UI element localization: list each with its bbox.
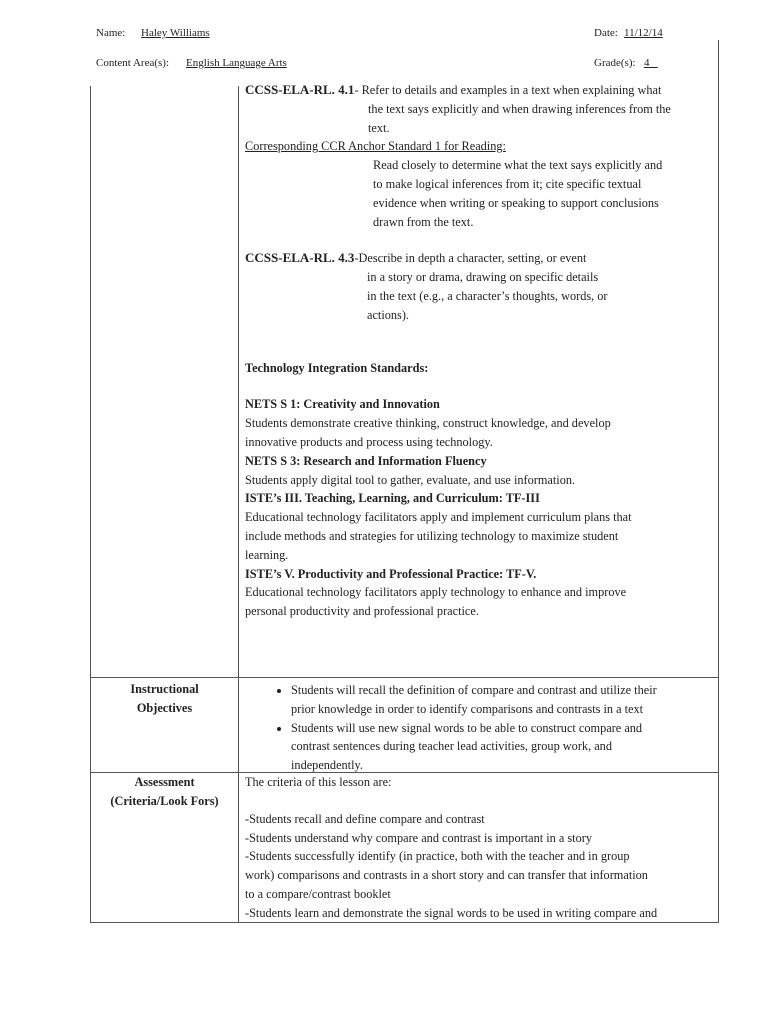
ccr-anchor-line4: drawn from the text. bbox=[373, 214, 474, 229]
grade-value bbox=[644, 57, 658, 69]
objective-item bbox=[291, 681, 717, 719]
objective-item bbox=[291, 719, 717, 775]
ccr-anchor-heading: Corresponding CCR Anchor Standard 1 for Reading: bbox=[245, 139, 506, 154]
tech-standards-heading: Technology Integration Standards: bbox=[245, 360, 429, 375]
criteria-4: -Students learn and demonstrate the signal words to be used in writing compare and bbox=[245, 905, 658, 920]
standards-cell bbox=[245, 81, 715, 621]
standard-rl43-line3: in the text (e.g., a character’s thoughts, words, or bbox=[367, 288, 608, 303]
iste3-line1: Educational technology facilitators apply and implement curriculum plans that bbox=[245, 510, 632, 525]
iste3-heading: ISTE’s III. Teaching, Learning, and Curriculum: TF-III bbox=[245, 491, 540, 506]
date-label: Date: bbox=[594, 27, 618, 39]
criteria-2: -Students understand why compare and contrast is important in a story bbox=[245, 830, 592, 845]
nets1-line2: innovative products and process using technology. bbox=[245, 434, 493, 449]
standard-rl43-line4: actions). bbox=[367, 307, 410, 322]
row-divider-objectives bbox=[90, 677, 719, 678]
table-right-border bbox=[718, 40, 719, 923]
iste5-line2: personal productivity and professional practice. bbox=[245, 604, 479, 619]
content-area-value: English Language Arts bbox=[186, 57, 287, 69]
grade-label: Grade(s): bbox=[594, 57, 636, 69]
standard-rl43-code: CCSS-ELA-RL. 4.3 bbox=[245, 250, 355, 266]
nets3-line1: Students apply digital tool to gather, evaluate, and use information. bbox=[245, 472, 576, 487]
standard-rl41-line2: the text says explicitly and when drawing inferences from the bbox=[368, 101, 671, 116]
iste5-line1: Educational technology facilitators apply technology to enhance and improve bbox=[245, 585, 627, 600]
standard-rl43 bbox=[245, 249, 715, 268]
objective-1-line1: • Students will recall the definition of compare and contrast and utilize their bbox=[291, 683, 657, 697]
nets3-heading: NETS S 3: Research and Information Fluency bbox=[245, 453, 487, 468]
objective-2-line2: contrast sentences during teacher lead activities, group work, and bbox=[291, 739, 612, 754]
assessment-label bbox=[91, 773, 238, 811]
objectives-list bbox=[245, 681, 717, 775]
objective-2-line3: independently. bbox=[291, 758, 363, 773]
assessment-intro: The criteria of this lesson are: bbox=[245, 775, 392, 789]
nets1-line1: Students demonstrate creative thinking, construct knowledge, and develop bbox=[245, 416, 611, 431]
name-label: Name: bbox=[96, 27, 126, 39]
objectives-label-line1: Instructional bbox=[130, 682, 199, 696]
objectives-cell bbox=[245, 681, 717, 775]
standard-rl41-text: - Refer to details and examples in a text when explaining what bbox=[354, 83, 662, 97]
assessment-label-line2: (Criteria/Look Fors) bbox=[110, 793, 219, 808]
standard-rl43-line2: in a story or drama, drawing on specific details bbox=[367, 270, 599, 285]
date-value: 11/12/14 bbox=[624, 27, 663, 39]
criteria-3-line2: work) comparisons and contrasts in a short story and can transfer that information bbox=[245, 868, 648, 883]
grade-number: 4 bbox=[644, 57, 650, 69]
objective-1-line2: prior knowledge in order to identify comparisons and contrasts in a text bbox=[291, 701, 644, 716]
name-value: Haley Williams bbox=[141, 27, 210, 39]
ccr-anchor-line3: evidence when writing or speaking to support conclusions bbox=[373, 195, 659, 210]
standard-rl41-line3: text. bbox=[368, 120, 390, 135]
iste3-line2: include methods and strategies for utilizing technology to maximize student bbox=[245, 528, 619, 543]
iste5-heading: ISTE’s V. Productivity and Professional Practice: TF-V. bbox=[245, 566, 537, 581]
ccr-anchor-line2: to make logical inferences from it; cite specific textual bbox=[373, 176, 642, 191]
criteria-3-line1: -Students successfully identify (in practice, both with the teacher and in group bbox=[245, 849, 630, 864]
objectives-label-line2: Objectives bbox=[136, 700, 193, 715]
nets1-heading: NETS S 1: Creativity and Innovation bbox=[245, 397, 440, 412]
assessment-label-line1: Assessment bbox=[134, 775, 195, 789]
iste3-line3: learning. bbox=[245, 547, 289, 562]
content-area-label: Content Area(s): bbox=[96, 57, 170, 69]
standard-rl43-text: -Describe in depth a character, setting, or event bbox=[354, 251, 587, 266]
criteria-1: -Students recall and define compare and contrast bbox=[245, 811, 485, 826]
objective-2-line1: • Students will use new signal words to be able to construct compare and bbox=[291, 720, 643, 735]
standard-rl41-code: CCSS-ELA-RL. 4.1 bbox=[245, 82, 355, 97]
criteria-3-line3: to a compare/contrast booklet bbox=[245, 886, 391, 901]
ccr-anchor-line1: Read closely to determine what the text says explicitly and bbox=[373, 158, 663, 173]
table-column-divider bbox=[238, 86, 239, 923]
standard-rl41 bbox=[245, 81, 715, 100]
assessment-cell bbox=[245, 773, 717, 923]
objectives-label bbox=[91, 680, 238, 718]
